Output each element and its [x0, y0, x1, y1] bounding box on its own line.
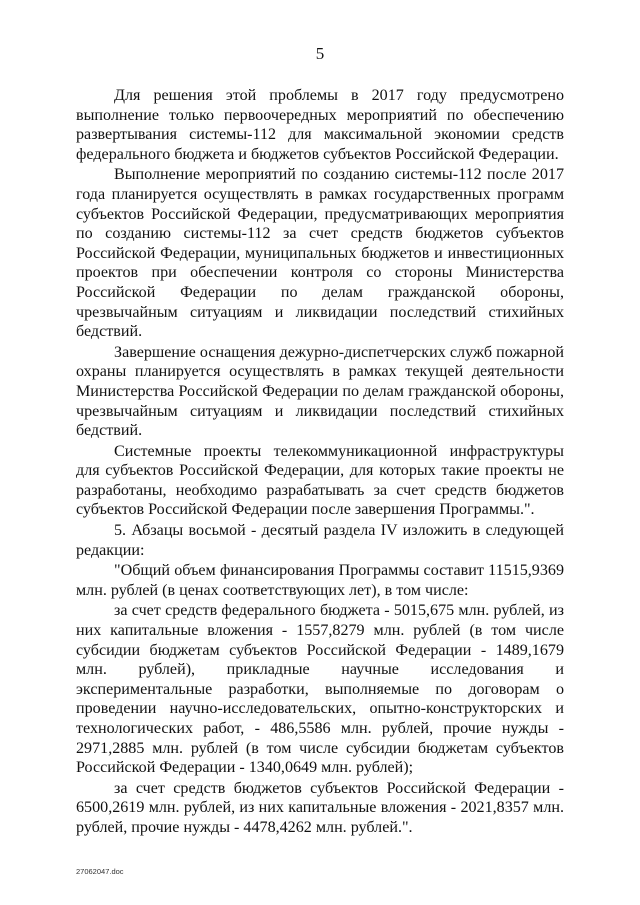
paragraph-federal-budget: за счет средств федерального бюджета - 5015,675 млн. рублей, из них капитальные вложения - 1557,8279 млн. рублей (в том числе субсидии бюджетам субъектов Российской Федерации - 1489,1679 млн. рублей), прикладные научные исследования и экспериментальные разработки, выполняемые по договорам о проведении научно-исследовательских, опытно-конструкторских и технологических работ, - 486,5586 млн. рублей, прочие нужды - 2971,2885 млн. рублей (в том числе субсидии бюджетам субъектов Российской Федерации - 1340,0649 млн. рублей); [76, 602, 564, 777]
paragraph-amendment-5: 5. Абзацы восьмой - десятый раздела IV изложить в следующей редакции: [76, 522, 564, 559]
paragraph-telecom-projects: Системные проекты телекоммуникационной инфраструктуры для субъектов Российской Федерации, для которых такие проекты не разработаны, необходимо разрабатывать за счет средств бюджетов субъектов Российской Федерации после завершения Программы.". [76, 442, 564, 519]
paragraph-regional-budgets: за счет средств бюджетов субъектов Российской Федерации - 6500,2619 млн. рублей, из них капитальные вложения - 2021,8357 млн. рублей, прочие нужды - 4478,4262 млн. рублей.". [76, 779, 564, 836]
paragraph-fire-dispatch: Завершение оснащения дежурно-диспетчерских служб пожарной охраны планируется осуществлять в рамках текущей деятельности Министерства Российской Федерации по делам гражданской обороны, чрезвычайным ситуациям и ликвидации последствий стихийных бедствий. [76, 343, 564, 440]
paragraph-problem-solution: Для решения этой проблемы в 2017 году предусмотрено выполнение только первоочередных мероприятий по обеспечению развертывания системы-112 для максимальной экономии средств федерального бюджета и бюджетов субъектов Российской Федерации. [76, 87, 564, 163]
paragraph-total-funding: "Общий объем финансирования Программы составит 11515,9369 млн. рублей (в ценах соответствующих лет), в том числе: [76, 562, 564, 599]
document-footer-filename: 27062047.doc [76, 867, 124, 876]
page-number: 5 [315, 44, 325, 63]
document-body [76, 86, 564, 838]
paragraph-system-112-after-2017: Выполнение мероприятий по созданию системы-112 после 2017 года планируется осуществлять в рамках государственных программ субъектов Российской Федерации, предусматривающих мероприятия по созданию системы-112 за счет средств бюджетов субъектов Российской Федерации, муниципальных бюджетов и инвестиционных проектов при обеспечении контроля со стороны Министерства Российской Федерации по делам гражданской обороны, чрезвычайным ситуациям и ликвидации последствий стихийных бедствий. [76, 166, 564, 341]
